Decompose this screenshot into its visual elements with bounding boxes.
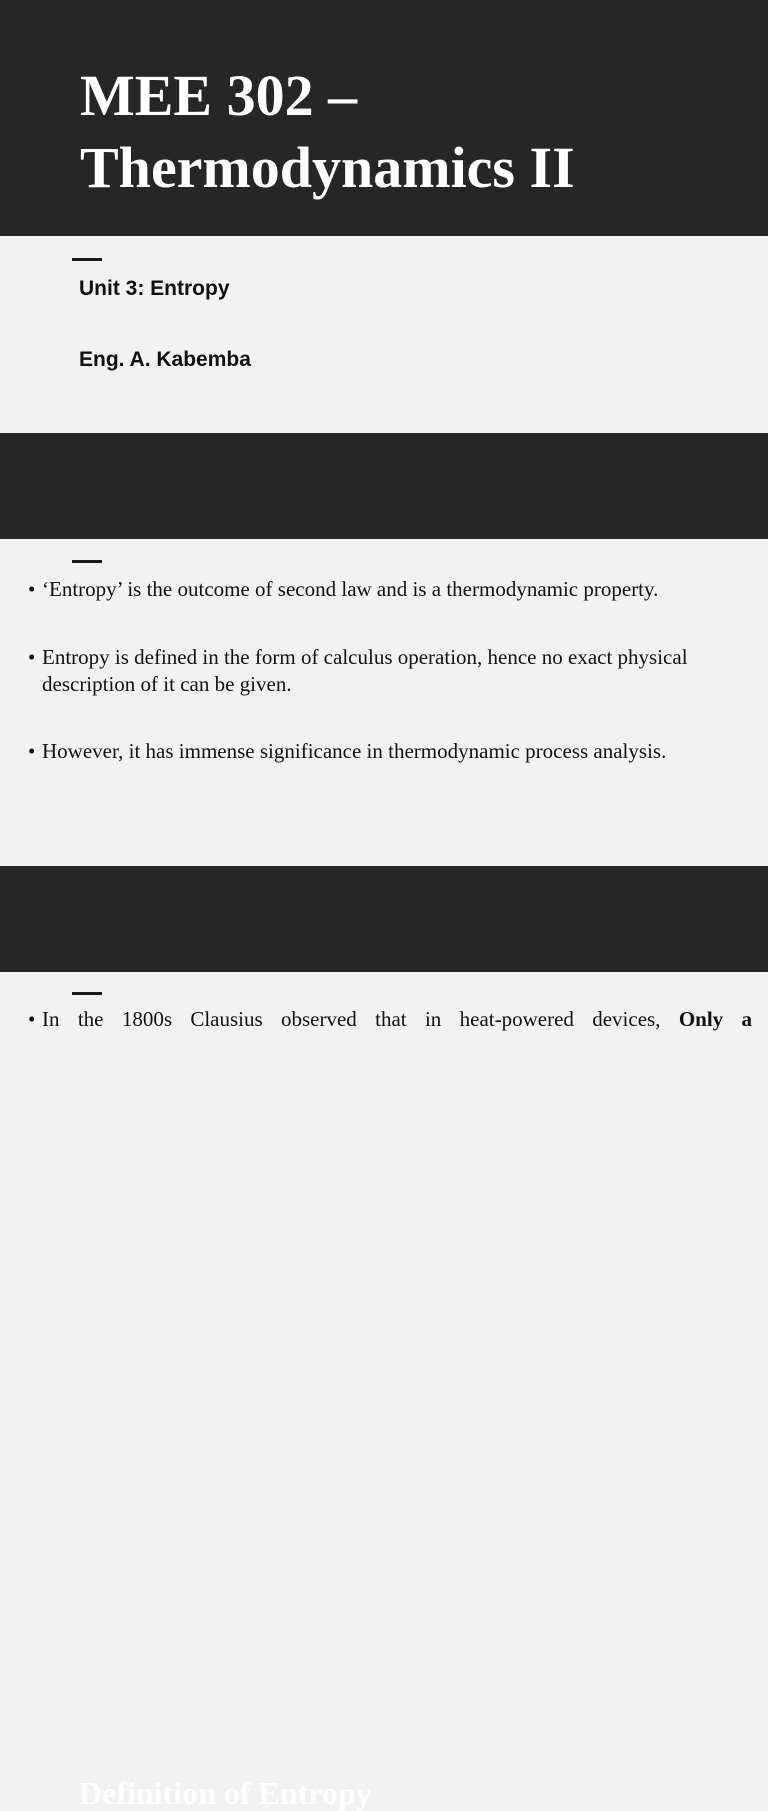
bullet-item xyxy=(28,738,752,765)
bullet-text: However, it has immense significance in thermodynamic process analysis. xyxy=(42,739,667,763)
bullet-text: Entropy is defined in the form of calculus operation, hence no exact physical description of it can be given. xyxy=(42,645,688,696)
bullet-text: ‘Entropy’ is the outcome of second law and is a thermodynamic property. xyxy=(42,577,659,601)
unit-subtitle: Unit 3: Entropy xyxy=(79,277,230,300)
bullet-glyph: • xyxy=(28,645,36,669)
bullet-text: In the 1800s Clausius observed that in heat-powered devices, xyxy=(42,1007,661,1031)
accent-bar xyxy=(72,992,102,995)
bullet-list xyxy=(28,1006,752,1033)
bullet-list xyxy=(28,576,752,603)
course-title-line1: MEE 302 – xyxy=(80,63,358,128)
bullet-item xyxy=(28,576,752,603)
bullet-item xyxy=(28,644,752,698)
bullet-glyph: • xyxy=(28,577,36,601)
bullet-glyph: • xyxy=(28,739,36,763)
bullet-list xyxy=(28,738,752,765)
bullet-text-bold: Only a xyxy=(678,1007,752,1031)
introduction-header xyxy=(0,433,768,539)
bullet-glyph: • xyxy=(28,1007,36,1031)
author-name: Eng. A. Kabemba xyxy=(79,348,251,371)
accent-bar xyxy=(72,560,102,563)
bullet-list xyxy=(28,644,752,698)
title-slide-header xyxy=(0,0,768,236)
accent-bar xyxy=(72,258,102,261)
definition-title: Definition of Entropy xyxy=(79,1775,372,1811)
bullet-item xyxy=(28,1006,752,1033)
course-title-line2: Thermodynamics II xyxy=(80,135,575,200)
